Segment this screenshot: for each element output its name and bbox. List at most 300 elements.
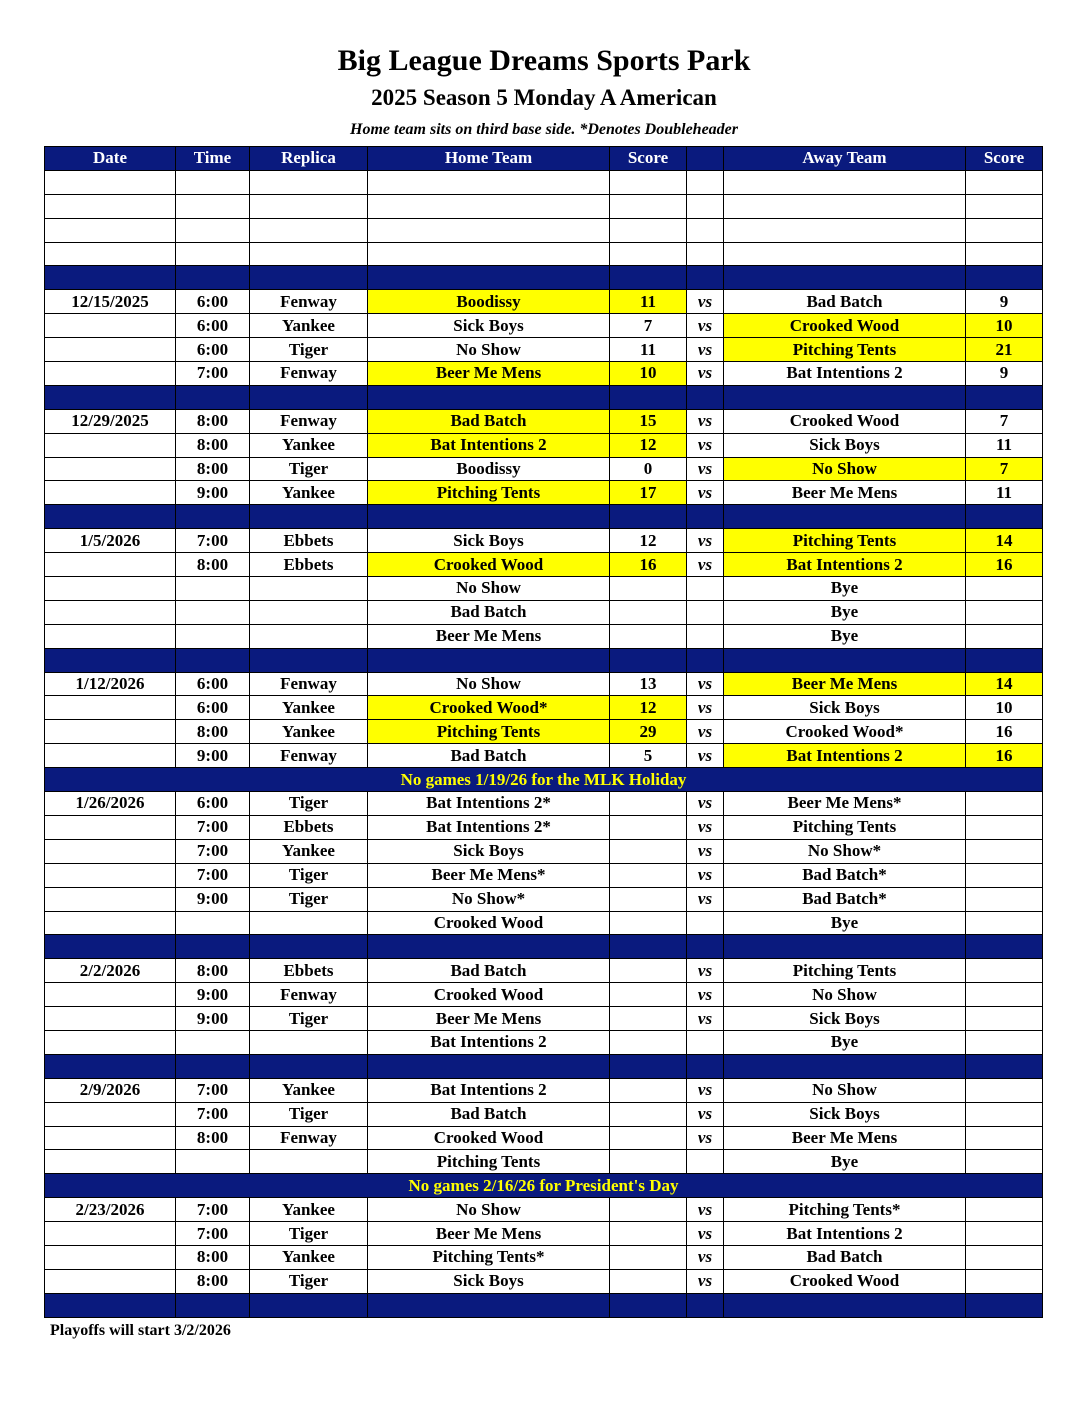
separator-cell	[45, 935, 176, 959]
empty-cell	[966, 170, 1043, 194]
vs-cell: vs	[687, 1269, 724, 1293]
away-score-cell: 14	[966, 529, 1043, 553]
home-score-cell: 11	[610, 338, 687, 362]
home-score-cell: 15	[610, 409, 687, 433]
col-header-replica: Replica	[250, 147, 368, 171]
vs-cell: vs	[687, 362, 724, 386]
date-cell	[45, 338, 176, 362]
home-score-cell: 12	[610, 696, 687, 720]
home-team-cell: Crooked Wood	[368, 911, 610, 935]
date-cell	[45, 839, 176, 863]
away-score-cell: 11	[966, 433, 1043, 457]
time-cell	[176, 577, 250, 601]
home-team-cell: Beer Me Mens	[368, 362, 610, 386]
game-row	[45, 600, 1043, 624]
separator-cell	[176, 1054, 250, 1078]
away-score-cell	[966, 863, 1043, 887]
home-score-cell	[610, 839, 687, 863]
away-score-cell	[966, 959, 1043, 983]
home-team-cell: Bat Intentions 2	[368, 433, 610, 457]
vs-cell	[687, 624, 724, 648]
replica-cell: Tiger	[250, 457, 368, 481]
separator-cell	[45, 1293, 176, 1317]
time-cell: 6:00	[176, 792, 250, 816]
separator-cell	[368, 1054, 610, 1078]
home-team-cell: Beer Me Mens	[368, 1222, 610, 1246]
game-row	[45, 1030, 1043, 1054]
separator-cell	[176, 935, 250, 959]
date-cell	[45, 457, 176, 481]
separator-cell	[610, 935, 687, 959]
home-team-cell: Beer Me Mens*	[368, 863, 610, 887]
separator-cell	[610, 1293, 687, 1317]
time-cell: 8:00	[176, 457, 250, 481]
home-team-cell: Crooked Wood*	[368, 696, 610, 720]
away-team-cell: Beer Me Mens	[724, 672, 966, 696]
home-team-cell: Beer Me Mens	[368, 624, 610, 648]
away-team-cell: Bye	[724, 600, 966, 624]
separator-cell	[687, 935, 724, 959]
away-team-cell: Pitching Tents	[724, 959, 966, 983]
time-cell: 6:00	[176, 314, 250, 338]
replica-cell: Fenway	[250, 409, 368, 433]
home-score-cell	[610, 887, 687, 911]
separator-cell	[966, 1293, 1043, 1317]
col-header-away-team: Away Team	[724, 147, 966, 171]
home-score-cell: 12	[610, 529, 687, 553]
separator-cell	[368, 935, 610, 959]
section-separator-row	[45, 1293, 1043, 1317]
separator-cell	[724, 648, 966, 672]
separator-cell	[368, 648, 610, 672]
separator-cell	[45, 385, 176, 409]
away-team-cell: Sick Boys	[724, 1007, 966, 1031]
page-subtitle: 2025 Season 5 Monday A American	[371, 85, 717, 110]
empty-cell	[687, 194, 724, 218]
date-cell	[45, 362, 176, 386]
vs-cell: vs	[687, 744, 724, 768]
blank-row	[45, 242, 1043, 266]
replica-cell	[250, 911, 368, 935]
col-header-time: Time	[176, 147, 250, 171]
replica-cell: Yankee	[250, 481, 368, 505]
home-team-cell: Crooked Wood	[368, 983, 610, 1007]
col-header-home-team: Home Team	[368, 147, 610, 171]
home-team-cell: Crooked Wood	[368, 1126, 610, 1150]
home-score-cell: 29	[610, 720, 687, 744]
home-team-cell: Sick Boys	[368, 1269, 610, 1293]
time-cell	[176, 624, 250, 648]
away-team-cell: Sick Boys	[724, 696, 966, 720]
time-cell: 8:00	[176, 720, 250, 744]
vs-cell: vs	[687, 1078, 724, 1102]
away-team-cell: Sick Boys	[724, 1102, 966, 1126]
home-score-cell: 7	[610, 314, 687, 338]
vs-cell: vs	[687, 696, 724, 720]
date-cell	[45, 624, 176, 648]
empty-cell	[368, 194, 610, 218]
game-row	[45, 1269, 1043, 1293]
home-team-cell: No Show	[368, 672, 610, 696]
home-score-cell	[610, 1269, 687, 1293]
col-header-home-score: Score	[610, 147, 687, 171]
empty-cell	[687, 242, 724, 266]
date-cell	[45, 887, 176, 911]
home-score-cell	[610, 1102, 687, 1126]
empty-cell	[687, 170, 724, 194]
separator-cell	[966, 935, 1043, 959]
empty-cell	[250, 194, 368, 218]
vs-cell: vs	[687, 1198, 724, 1222]
separator-cell	[250, 385, 368, 409]
away-team-cell: No Show	[724, 1078, 966, 1102]
time-cell: 9:00	[176, 983, 250, 1007]
vs-cell: vs	[687, 457, 724, 481]
away-score-cell	[966, 983, 1043, 1007]
home-score-cell: 0	[610, 457, 687, 481]
game-row	[45, 1126, 1043, 1150]
away-team-cell: Bad Batch*	[724, 863, 966, 887]
home-team-cell: Sick Boys	[368, 839, 610, 863]
date-cell: 12/29/2025	[45, 409, 176, 433]
empty-cell	[45, 242, 176, 266]
section-separator-row	[45, 1054, 1043, 1078]
date-cell	[45, 1007, 176, 1031]
section-separator-row	[45, 505, 1043, 529]
vs-cell: vs	[687, 792, 724, 816]
vs-cell: vs	[687, 959, 724, 983]
separator-cell	[610, 648, 687, 672]
home-score-cell	[610, 600, 687, 624]
away-team-cell: Sick Boys	[724, 433, 966, 457]
separator-cell	[176, 505, 250, 529]
section-separator-row	[45, 648, 1043, 672]
game-row	[45, 696, 1043, 720]
away-team-cell: Bye	[724, 911, 966, 935]
date-cell	[45, 577, 176, 601]
vs-cell	[687, 1150, 724, 1174]
date-cell	[45, 1245, 176, 1269]
home-score-cell	[610, 911, 687, 935]
separator-cell	[250, 648, 368, 672]
header-note: Home team sits on third base side. *Denotes Doubleheader	[350, 121, 738, 138]
replica-cell: Tiger	[250, 792, 368, 816]
date-cell: 1/12/2026	[45, 672, 176, 696]
home-score-cell	[610, 792, 687, 816]
game-row	[45, 481, 1043, 505]
game-row	[45, 290, 1043, 314]
away-team-cell: Bad Batch*	[724, 887, 966, 911]
empty-cell	[610, 218, 687, 242]
separator-cell	[176, 1293, 250, 1317]
holiday-note: No games 1/19/26 for the MLK Holiday	[45, 768, 1043, 792]
game-row	[45, 911, 1043, 935]
game-row	[45, 1222, 1043, 1246]
time-cell: 8:00	[176, 1126, 250, 1150]
time-cell: 8:00	[176, 1269, 250, 1293]
time-cell: 7:00	[176, 839, 250, 863]
time-cell: 7:00	[176, 1198, 250, 1222]
time-cell: 8:00	[176, 409, 250, 433]
game-row	[45, 744, 1043, 768]
game-row	[45, 815, 1043, 839]
empty-cell	[176, 170, 250, 194]
empty-cell	[176, 218, 250, 242]
separator-cell	[724, 1293, 966, 1317]
replica-cell: Yankee	[250, 696, 368, 720]
away-score-cell	[966, 624, 1043, 648]
home-team-cell: Pitching Tents	[368, 1150, 610, 1174]
home-team-cell: No Show	[368, 338, 610, 362]
replica-cell: Ebbets	[250, 959, 368, 983]
home-team-cell: Boodissy	[368, 290, 610, 314]
vs-cell: vs	[687, 839, 724, 863]
separator-cell	[687, 505, 724, 529]
away-team-cell: Bye	[724, 624, 966, 648]
date-cell	[45, 983, 176, 1007]
replica-cell: Fenway	[250, 983, 368, 1007]
date-cell: 12/15/2025	[45, 290, 176, 314]
time-cell: 6:00	[176, 338, 250, 362]
replica-cell: Tiger	[250, 1102, 368, 1126]
away-score-cell	[966, 1030, 1043, 1054]
separator-cell	[176, 266, 250, 290]
vs-cell: vs	[687, 338, 724, 362]
away-team-cell: Bat Intentions 2	[724, 362, 966, 386]
time-cell	[176, 600, 250, 624]
separator-cell	[176, 385, 250, 409]
home-score-cell	[610, 983, 687, 1007]
home-score-cell: 5	[610, 744, 687, 768]
date-cell	[45, 911, 176, 935]
replica-cell: Tiger	[250, 1222, 368, 1246]
away-score-cell: 10	[966, 696, 1043, 720]
separator-cell	[368, 266, 610, 290]
home-score-cell	[610, 959, 687, 983]
home-score-cell	[610, 1222, 687, 1246]
empty-cell	[724, 170, 966, 194]
game-row	[45, 1150, 1043, 1174]
home-team-cell: Bat Intentions 2	[368, 1078, 610, 1102]
away-score-cell	[966, 1007, 1043, 1031]
time-cell: 9:00	[176, 481, 250, 505]
away-team-cell: Beer Me Mens	[724, 1126, 966, 1150]
replica-cell	[250, 1150, 368, 1174]
empty-cell	[176, 242, 250, 266]
time-cell: 6:00	[176, 290, 250, 314]
game-row	[45, 720, 1043, 744]
empty-cell	[250, 242, 368, 266]
game-row	[45, 362, 1043, 386]
away-team-cell: Pitching Tents	[724, 815, 966, 839]
vs-cell: vs	[687, 1102, 724, 1126]
vs-cell: vs	[687, 1007, 724, 1031]
away-score-cell	[966, 1126, 1043, 1150]
vs-cell: vs	[687, 409, 724, 433]
date-cell	[45, 1102, 176, 1126]
home-score-cell	[610, 1007, 687, 1031]
section-separator-row	[45, 935, 1043, 959]
home-score-cell: 16	[610, 553, 687, 577]
vs-cell: vs	[687, 863, 724, 887]
separator-cell	[966, 385, 1043, 409]
vs-cell: vs	[687, 887, 724, 911]
blank-row	[45, 218, 1043, 242]
separator-cell	[250, 266, 368, 290]
time-cell: 7:00	[176, 863, 250, 887]
away-score-cell	[966, 887, 1043, 911]
time-cell: 7:00	[176, 1078, 250, 1102]
away-team-cell: Bye	[724, 1150, 966, 1174]
separator-cell	[610, 266, 687, 290]
time-cell: 6:00	[176, 672, 250, 696]
time-cell: 9:00	[176, 887, 250, 911]
vs-cell: vs	[687, 1222, 724, 1246]
home-team-cell: Boodissy	[368, 457, 610, 481]
game-row	[45, 792, 1043, 816]
home-team-cell: Bad Batch	[368, 409, 610, 433]
replica-cell: Fenway	[250, 362, 368, 386]
separator-cell	[610, 505, 687, 529]
game-row	[45, 863, 1043, 887]
date-cell: 2/9/2026	[45, 1078, 176, 1102]
schedule-table	[44, 146, 1043, 1318]
separator-cell	[724, 935, 966, 959]
home-team-cell: Bat Intentions 2*	[368, 815, 610, 839]
home-score-cell: 13	[610, 672, 687, 696]
game-row	[45, 1245, 1043, 1269]
page-title: Big League Dreams Sports Park	[337, 44, 751, 77]
home-score-cell	[610, 1198, 687, 1222]
home-team-cell: No Show	[368, 577, 610, 601]
away-score-cell	[966, 600, 1043, 624]
home-team-cell: Bat Intentions 2*	[368, 792, 610, 816]
empty-cell	[610, 170, 687, 194]
separator-cell	[966, 266, 1043, 290]
date-cell	[45, 481, 176, 505]
game-row	[45, 409, 1043, 433]
date-cell	[45, 744, 176, 768]
date-cell	[45, 314, 176, 338]
replica-cell: Ebbets	[250, 553, 368, 577]
away-score-cell	[966, 1078, 1043, 1102]
away-score-cell: 16	[966, 720, 1043, 744]
time-cell: 8:00	[176, 1245, 250, 1269]
replica-cell: Yankee	[250, 839, 368, 863]
vs-cell: vs	[687, 1245, 724, 1269]
home-team-cell: Beer Me Mens	[368, 1007, 610, 1031]
empty-cell	[368, 170, 610, 194]
separator-cell	[724, 505, 966, 529]
replica-cell: Fenway	[250, 290, 368, 314]
holiday-note-row	[45, 768, 1043, 792]
replica-cell: Tiger	[250, 1269, 368, 1293]
date-cell	[45, 1030, 176, 1054]
vs-cell: vs	[687, 983, 724, 1007]
time-cell: 7:00	[176, 815, 250, 839]
date-cell	[45, 696, 176, 720]
vs-cell: vs	[687, 720, 724, 744]
game-row	[45, 529, 1043, 553]
away-team-cell: Bye	[724, 1030, 966, 1054]
empty-cell	[45, 194, 176, 218]
vs-cell: vs	[687, 553, 724, 577]
replica-cell: Yankee	[250, 720, 368, 744]
replica-cell: Tiger	[250, 863, 368, 887]
home-score-cell	[610, 1150, 687, 1174]
date-cell	[45, 720, 176, 744]
replica-cell: Ebbets	[250, 529, 368, 553]
separator-cell	[250, 505, 368, 529]
footer-note: Playoffs will start 3/2/2026	[50, 1322, 231, 1339]
separator-cell	[966, 1054, 1043, 1078]
away-team-cell: Bye	[724, 577, 966, 601]
date-cell	[45, 863, 176, 887]
game-row	[45, 314, 1043, 338]
game-row	[45, 624, 1043, 648]
blank-row	[45, 170, 1043, 194]
away-team-cell: Crooked Wood	[724, 1269, 966, 1293]
empty-cell	[724, 194, 966, 218]
home-team-cell: Sick Boys	[368, 529, 610, 553]
home-team-cell: Bad Batch	[368, 1102, 610, 1126]
date-cell	[45, 600, 176, 624]
date-cell: 1/5/2026	[45, 529, 176, 553]
col-header-date: Date	[45, 147, 176, 171]
away-score-cell: 7	[966, 409, 1043, 433]
separator-cell	[610, 385, 687, 409]
replica-cell	[250, 1030, 368, 1054]
holiday-note: No games 2/16/26 for President's Day	[45, 1174, 1043, 1198]
away-score-cell: 10	[966, 314, 1043, 338]
replica-cell: Yankee	[250, 433, 368, 457]
replica-cell: Fenway	[250, 672, 368, 696]
blank-row	[45, 194, 1043, 218]
home-score-cell	[610, 1078, 687, 1102]
replica-cell: Yankee	[250, 1245, 368, 1269]
empty-cell	[368, 218, 610, 242]
home-team-cell: Bat Intentions 2	[368, 1030, 610, 1054]
replica-cell	[250, 600, 368, 624]
home-team-cell: No Show*	[368, 887, 610, 911]
separator-cell	[610, 1054, 687, 1078]
vs-cell	[687, 600, 724, 624]
vs-cell: vs	[687, 314, 724, 338]
home-team-cell: No Show	[368, 1198, 610, 1222]
away-score-cell: 11	[966, 481, 1043, 505]
time-cell	[176, 1030, 250, 1054]
home-score-cell	[610, 1245, 687, 1269]
game-row	[45, 553, 1043, 577]
away-score-cell	[966, 1222, 1043, 1246]
empty-cell	[45, 218, 176, 242]
separator-cell	[966, 648, 1043, 672]
away-team-cell: Crooked Wood	[724, 409, 966, 433]
home-team-cell: Pitching Tents	[368, 720, 610, 744]
home-score-cell: 12	[610, 433, 687, 457]
replica-cell: Yankee	[250, 1198, 368, 1222]
home-score-cell	[610, 577, 687, 601]
separator-cell	[45, 505, 176, 529]
game-row	[45, 959, 1043, 983]
empty-cell	[45, 170, 176, 194]
time-cell	[176, 911, 250, 935]
separator-cell	[724, 1054, 966, 1078]
game-row	[45, 983, 1043, 1007]
empty-cell	[176, 194, 250, 218]
home-team-cell: Bad Batch	[368, 959, 610, 983]
home-score-cell	[610, 1030, 687, 1054]
